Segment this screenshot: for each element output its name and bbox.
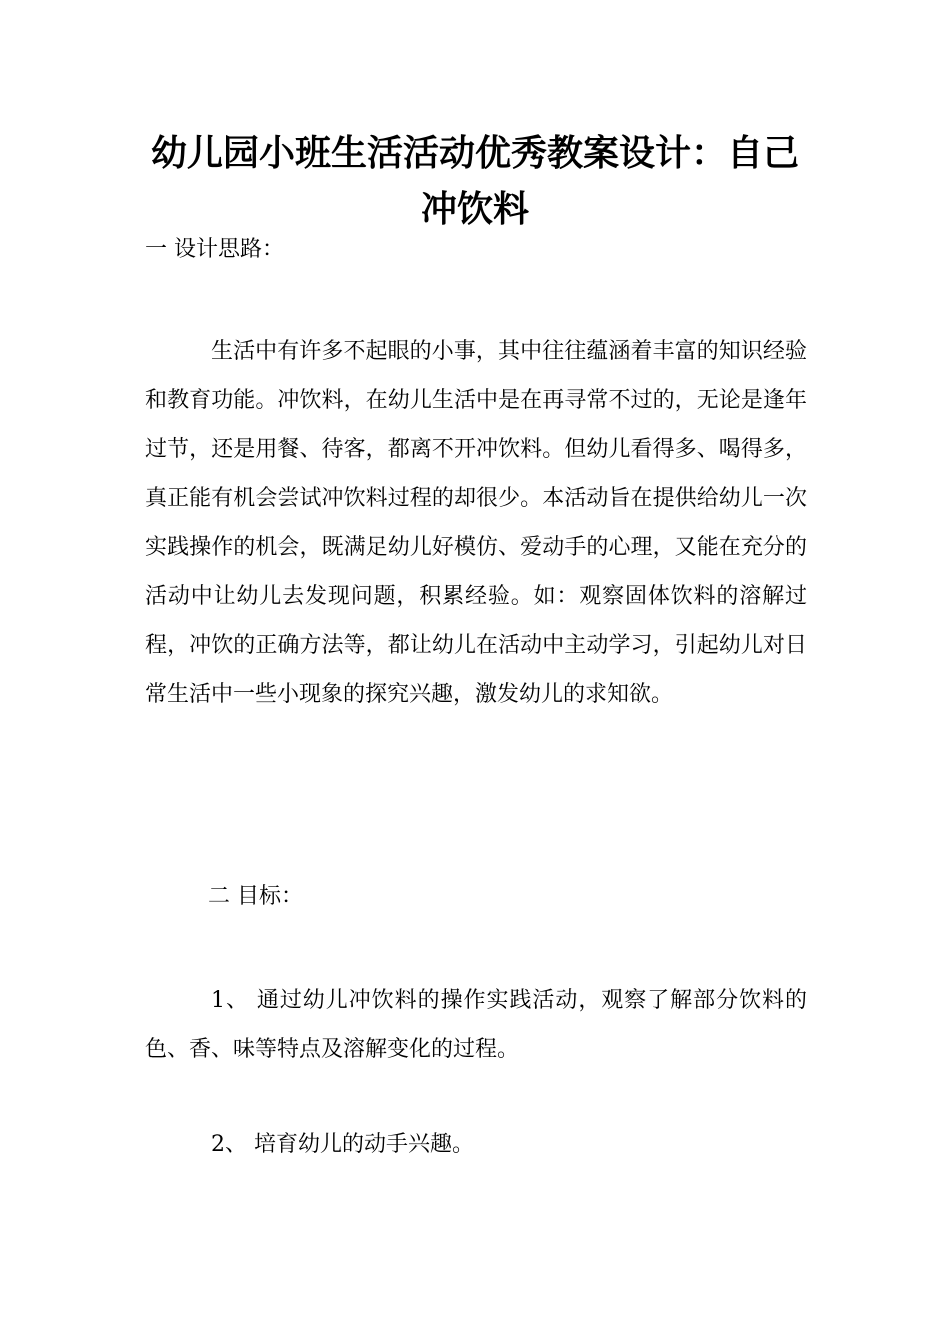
goal-item-2: 2、 培育幼儿的动手兴趣。 bbox=[211, 1132, 474, 1157]
document-title: 幼儿园小班生活活动优秀教案设计：自己冲饮料 bbox=[150, 133, 799, 230]
section-heading-design-idea: 一 设计思路： bbox=[145, 237, 284, 262]
section-heading-goals: 二 目标： bbox=[208, 884, 303, 909]
goal-item-1: 1、 通过幼儿冲饮料的操作实践活动，观察了解部分饮料的色、香、味等特点及溶解变化的过程。 bbox=[145, 988, 807, 1062]
paragraph-design-idea: 生活中有许多不起眼的小事，其中往往蕴涵着丰富的知识经验和教育功能。冲饮料，在幼儿生活中是在再寻常不过的，无论是逢年过节，还是用餐、待客，都离不开冲饮料。但幼儿看得多、喝得多，真正能有机会尝试冲饮料过程的却很少。本活动旨在提供给幼儿一次实践操作的机会，既满足幼儿好模仿、爱动手的心理，又能在充分的活动中让幼儿去发现问题，积累经验。如：观察固体饮料的溶解过程，冲饮的正确方法等，都让幼儿在活动中主动学习，引起幼儿对日常生活中一些小现象的探究兴趣，激发幼儿的求知欲。 bbox=[145, 339, 807, 707]
